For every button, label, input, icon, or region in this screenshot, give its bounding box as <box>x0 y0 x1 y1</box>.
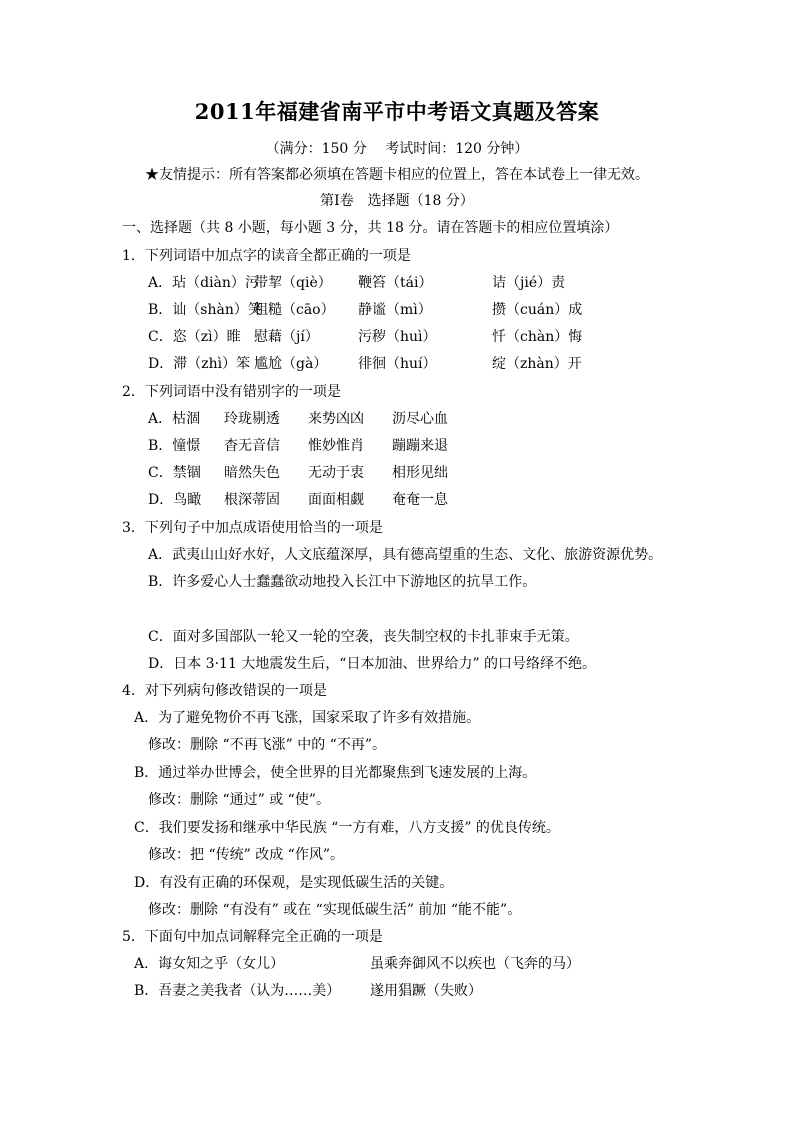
q4-option-a-fix: 修改：删除 “不再飞涨” 中的 “不再”。 <box>148 737 386 753</box>
q1-option-b-word-1: B．讪（shàn）笑 <box>148 302 262 318</box>
q3-option-a: A．武夷山山好水好，人文底蕴深厚，具有德高望重的生态、文化、旅游资源优势。 <box>148 547 663 563</box>
q1-option-a-word-3: 鞭笞（tái） <box>358 275 433 291</box>
q1-option-d-word-4: 绽（zhàn）开 <box>492 356 582 372</box>
q1-stem: 1．下列词语中加点字的读音全都正确的一项是 <box>122 248 411 264</box>
q2-option-c-word-1: C．禁锢 <box>148 465 201 481</box>
q1-option-a-word-4: 诘（jié）责 <box>492 275 566 291</box>
friendly-tip: ★友情提示：所有答案都必须填在答题卡相应的位置上，答在本试卷上一律无效。 <box>145 167 649 183</box>
q1-option-c-word-2: 慰藉（jí） <box>254 329 319 345</box>
q2-option-d-word-2: 根深蒂固 <box>224 492 280 508</box>
q1-option-c-word-4: 忏（chàn）悔 <box>492 329 583 345</box>
q2-option-c-word-3: 无动于衷 <box>308 465 364 481</box>
q3-option-c: C．面对多国部队一轮又一轮的空袭，丧失制空权的卡扎菲束手无策。 <box>148 629 579 645</box>
q4-option-b: B．通过举办世博会，使全世界的目光都聚焦到飞速发展的上海。 <box>134 765 537 781</box>
q2-option-c-word-2: 暗然失色 <box>224 465 280 481</box>
q2-option-b-word-2: 杳无音信 <box>224 438 280 454</box>
volume-heading: 第Ⅰ卷 选择题（18 分） <box>320 193 474 209</box>
q5-option-a-part-1: A．诲女知之乎（女儿） <box>134 956 285 972</box>
q2-option-a-word-3: 来势凶凶 <box>308 411 364 427</box>
q2-option-d-word-1: D．鸟瞰 <box>148 492 202 508</box>
q2-option-a-word-2: 玲珑剔透 <box>224 411 280 427</box>
q3-option-d: D．日本 3·11 大地震发生后，“日本加油、世界给力” 的口号络绎不绝。 <box>148 656 597 672</box>
q2-option-b-word-3: 惟妙惟肖 <box>308 438 364 454</box>
q2-option-b-word-1: B．憧憬 <box>148 438 201 454</box>
q4-option-d-fix: 修改：删除 “有没有” 或在 “实现低碳生活” 前加 “能不能”。 <box>148 902 522 918</box>
exam-info: （满分：150 分 考试时间：120 分钟） <box>265 141 529 157</box>
q3-option-b: B．许多爱心人士蠢蠢欲动地投入长江中下游地区的抗旱工作。 <box>148 574 537 590</box>
page-title: 2011年福建省南平市中考语文真题及答案 <box>194 99 600 124</box>
q2-option-d-word-4: 奄奄一息 <box>392 492 448 508</box>
q1-option-c-word-3: 污秽（huì） <box>358 329 437 345</box>
q2-option-b-word-4: 蹦蹦来退 <box>392 438 448 454</box>
section-heading: 一、选择题（共 8 小题，每小题 3 分，共 18 分。请在答题卡的相应位置填涂） <box>122 220 619 236</box>
q1-option-d-word-3: 徘徊（huí） <box>358 356 437 372</box>
q3-stem: 3．下列句子中加点成语使用恰当的一项是 <box>122 520 383 536</box>
q1-option-d-word-2: 尴尬（gà） <box>254 356 328 372</box>
q1-option-b-word-3: 静谧（mì） <box>358 302 432 318</box>
q4-option-c: C．我们要发扬和继承中华民族 “一方有难，八方支援” 的优良传统。 <box>134 820 560 836</box>
q5-option-b-part-1: B．吾妻之美我者（认为……美） <box>134 983 341 999</box>
q2-option-c-word-4: 相形见绌 <box>392 465 448 481</box>
q1-option-b-word-4: 攒（cuán）成 <box>492 302 583 318</box>
q5-option-a-part-2: 虽乘奔御风不以疾也（飞奔的马） <box>370 956 580 972</box>
q1-option-c-word-1: C．恣（zì）睢 <box>148 329 241 345</box>
q2-stem: 2．下列词语中没有错别字的一项是 <box>122 384 341 400</box>
q2-option-d-word-3: 面面相觑 <box>308 492 364 508</box>
q2-option-a-word-4: 沥尽心血 <box>392 411 448 427</box>
q5-stem: 5．下面句中加点词解释完全正确的一项是 <box>122 929 383 945</box>
q1-option-b-word-2: 粗糙（cāo） <box>254 302 335 318</box>
q4-stem: 4．对下列病句修改错误的一项是 <box>122 683 327 699</box>
q4-option-b-fix: 修改：删除 “通过” 或 “使”。 <box>148 792 330 808</box>
q4-option-c-fix: 修改：把 “传统” 改成 “作风”。 <box>148 847 344 863</box>
q2-option-a-word-1: A．枯涸 <box>148 411 201 427</box>
q4-option-d: D．有没有正确的环保观，是实现低碳生活的关键。 <box>134 875 454 891</box>
q1-option-a-word-1: A．玷（diàn）污 <box>148 275 259 291</box>
q1-option-a-word-2: 带挈（qiè） <box>254 275 332 291</box>
q1-option-d-word-1: D．滞（zhì）笨 <box>148 356 251 372</box>
q5-option-b-part-2: 遂用猖蹶（失败） <box>370 983 482 999</box>
q4-option-a: A．为了避免物价不再飞涨，国家采取了许多有效措施。 <box>134 710 481 726</box>
